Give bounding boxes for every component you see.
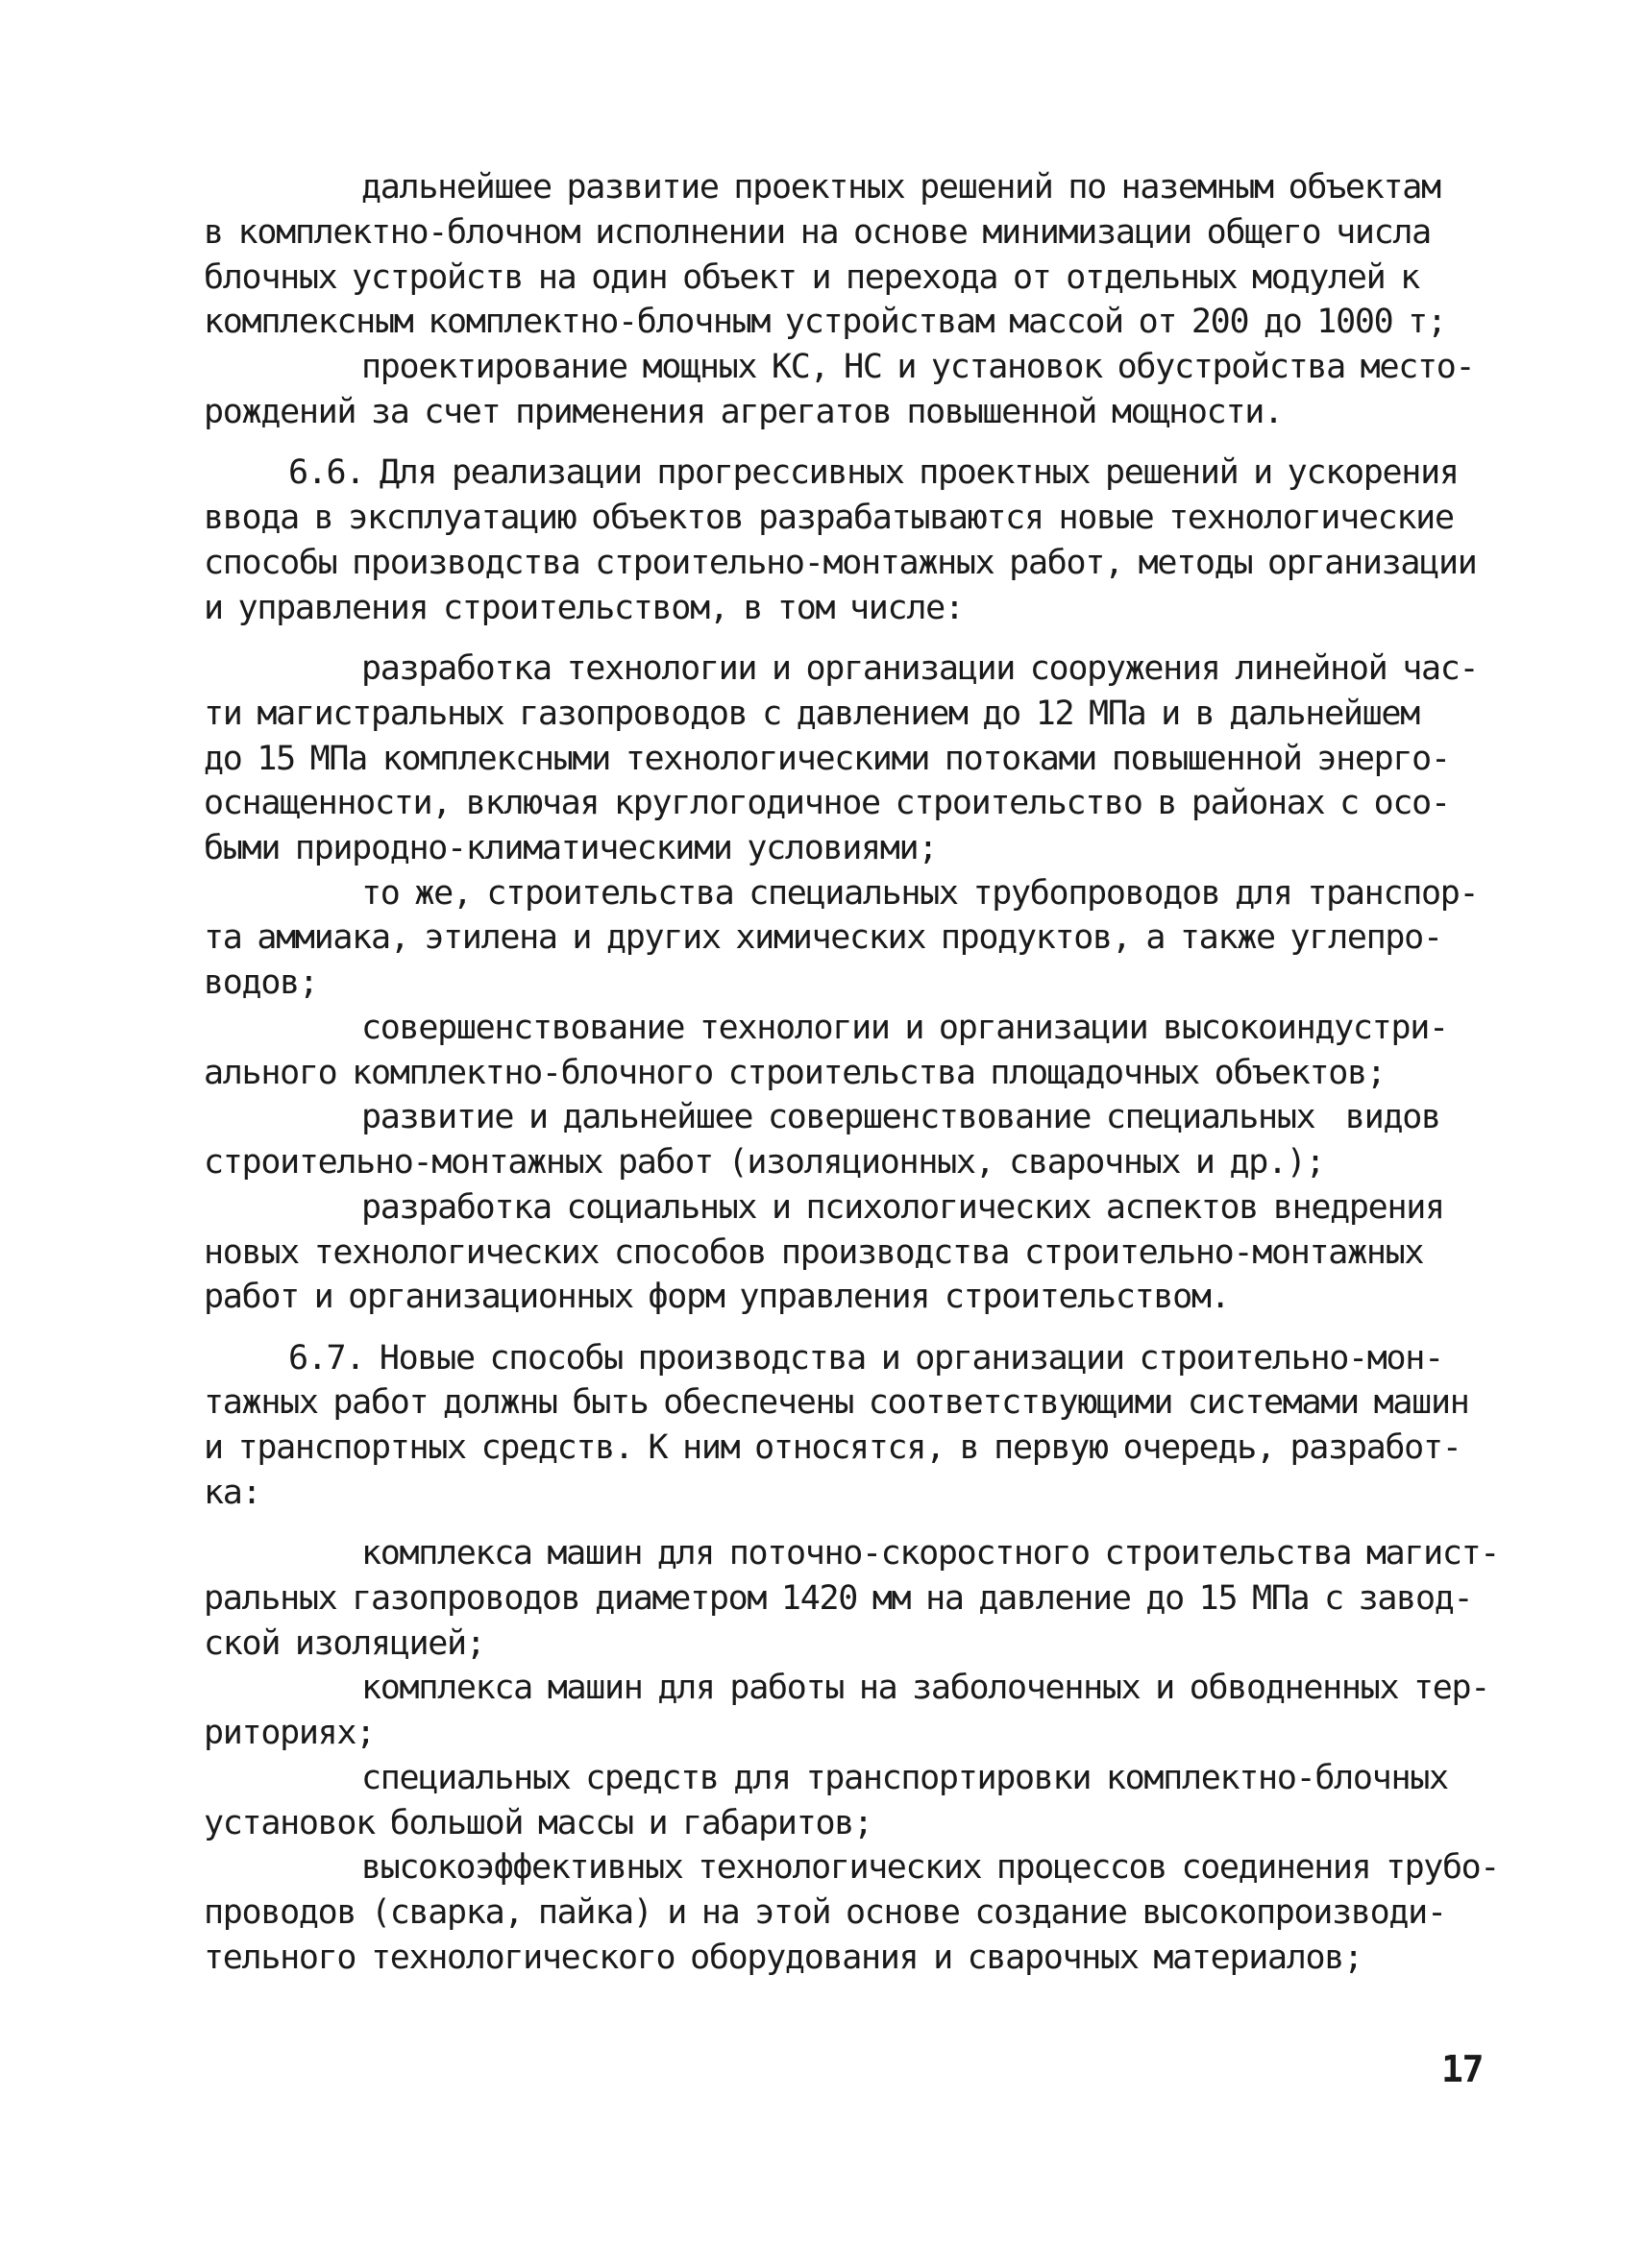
text-line: ской изоляцией; xyxy=(204,1624,485,1663)
text-line: тажных работ должны быть обеспечены соответствующими системами машин xyxy=(204,1383,1469,1422)
text-line: ка: xyxy=(204,1474,261,1512)
text-line: новых технологических способов производства строительно-монтажных xyxy=(204,1233,1424,1272)
text-line: быми природно-климатическими условиями; xyxy=(204,829,938,867)
page-number: 17 xyxy=(1441,2048,1484,2090)
text-line: ального комплектно-блочного строительства площадочных объектов; xyxy=(204,1054,1386,1092)
text-line: ральных газопроводов диаметром 1420 мм на давление до 15 МПа с завод- xyxy=(204,1579,1473,1618)
text-line: ввода в эксплуатацию объектов разрабатываются новые технологические xyxy=(204,499,1454,537)
text-line: водов; xyxy=(204,963,318,1002)
text-line: высокоэффективных технологических процессов соединения трубо- xyxy=(361,1848,1499,1887)
text-line: комплекса машин для работы на заболоченных и обводненных тер- xyxy=(361,1669,1490,1707)
text-line: разработка социальных и психологических аспектов внедрения xyxy=(361,1188,1444,1227)
text-line: тельного технологического оборудования и сварочных материалов; xyxy=(204,1939,1363,1977)
text-line: в комплектно-блочном исполнении на основе минимизации общего числа xyxy=(204,213,1431,252)
text-line: строительно-монтажных работ (изоляционных, сварочных и др.); xyxy=(204,1143,1325,1182)
text-line: и транспортных средств. К ним относятся, в первую очередь, разработ- xyxy=(204,1428,1461,1467)
text-line: блочных устройств на один объект и перехода от отдельных модулей к xyxy=(204,258,1419,297)
text-line: до 15 МПа комплексными технологическими потоками повышенной энерго- xyxy=(204,740,1450,778)
text-line: риториях; xyxy=(204,1714,375,1752)
text-line: специальных средств для транспортировки комплектно-блочных xyxy=(361,1759,1448,1797)
text-line: способы производства строительно-монтажных работ, методы организации xyxy=(204,544,1477,582)
text-line: оснащенности, включая круглогодичное строительство в районах с осо- xyxy=(204,784,1450,822)
text-line: комплекса машин для поточно-скоростного строительства магист- xyxy=(361,1534,1500,1573)
text-line: то же, строительства специальных трубопроводов для транспор- xyxy=(361,874,1479,913)
text-line: та аммиака, этилена и других химических продуктов, а также углепро- xyxy=(204,918,1442,957)
text-line: развитие и дальнейшее совершенствование специальных видов xyxy=(361,1098,1440,1136)
text-line: проектирование мощных КС, НС и установок обустройства место- xyxy=(361,348,1475,386)
section-6-7-heading-line: 6.7. Новые способы производства и организации строительно-мон- xyxy=(288,1339,1443,1378)
text-line: комплексным комплектно-блочным устройствам массой от 200 до 1000 т; xyxy=(204,303,1446,341)
text-line: дальнейшее развитие проектных решений по наземным объектам xyxy=(361,168,1440,207)
text-line: совершенствование технологии и организации высокоиндустри- xyxy=(361,1009,1448,1047)
text-line: установок большой массы и габаритов; xyxy=(204,1804,872,1842)
text-line: разработка технологии и организации сооружения линейной час- xyxy=(361,649,1479,688)
text-line: работ и организационных форм управления строительством. xyxy=(204,1278,1230,1316)
text-line: и управления строительством, в том числе: xyxy=(204,589,964,627)
text-line: ти магистральных газопроводов с давлением до 12 МПа и в дальнейшем xyxy=(204,695,1419,733)
text-line: рождений за счет применения агрегатов повышенной мощности. xyxy=(204,393,1283,431)
section-6-6-heading-line: 6.6. Для реализации прогрессивных проектных решений и ускорения xyxy=(288,453,1459,492)
text-line: проводов (сварка, пайка) и на этой основе создание высокопроизводи- xyxy=(204,1893,1446,1932)
